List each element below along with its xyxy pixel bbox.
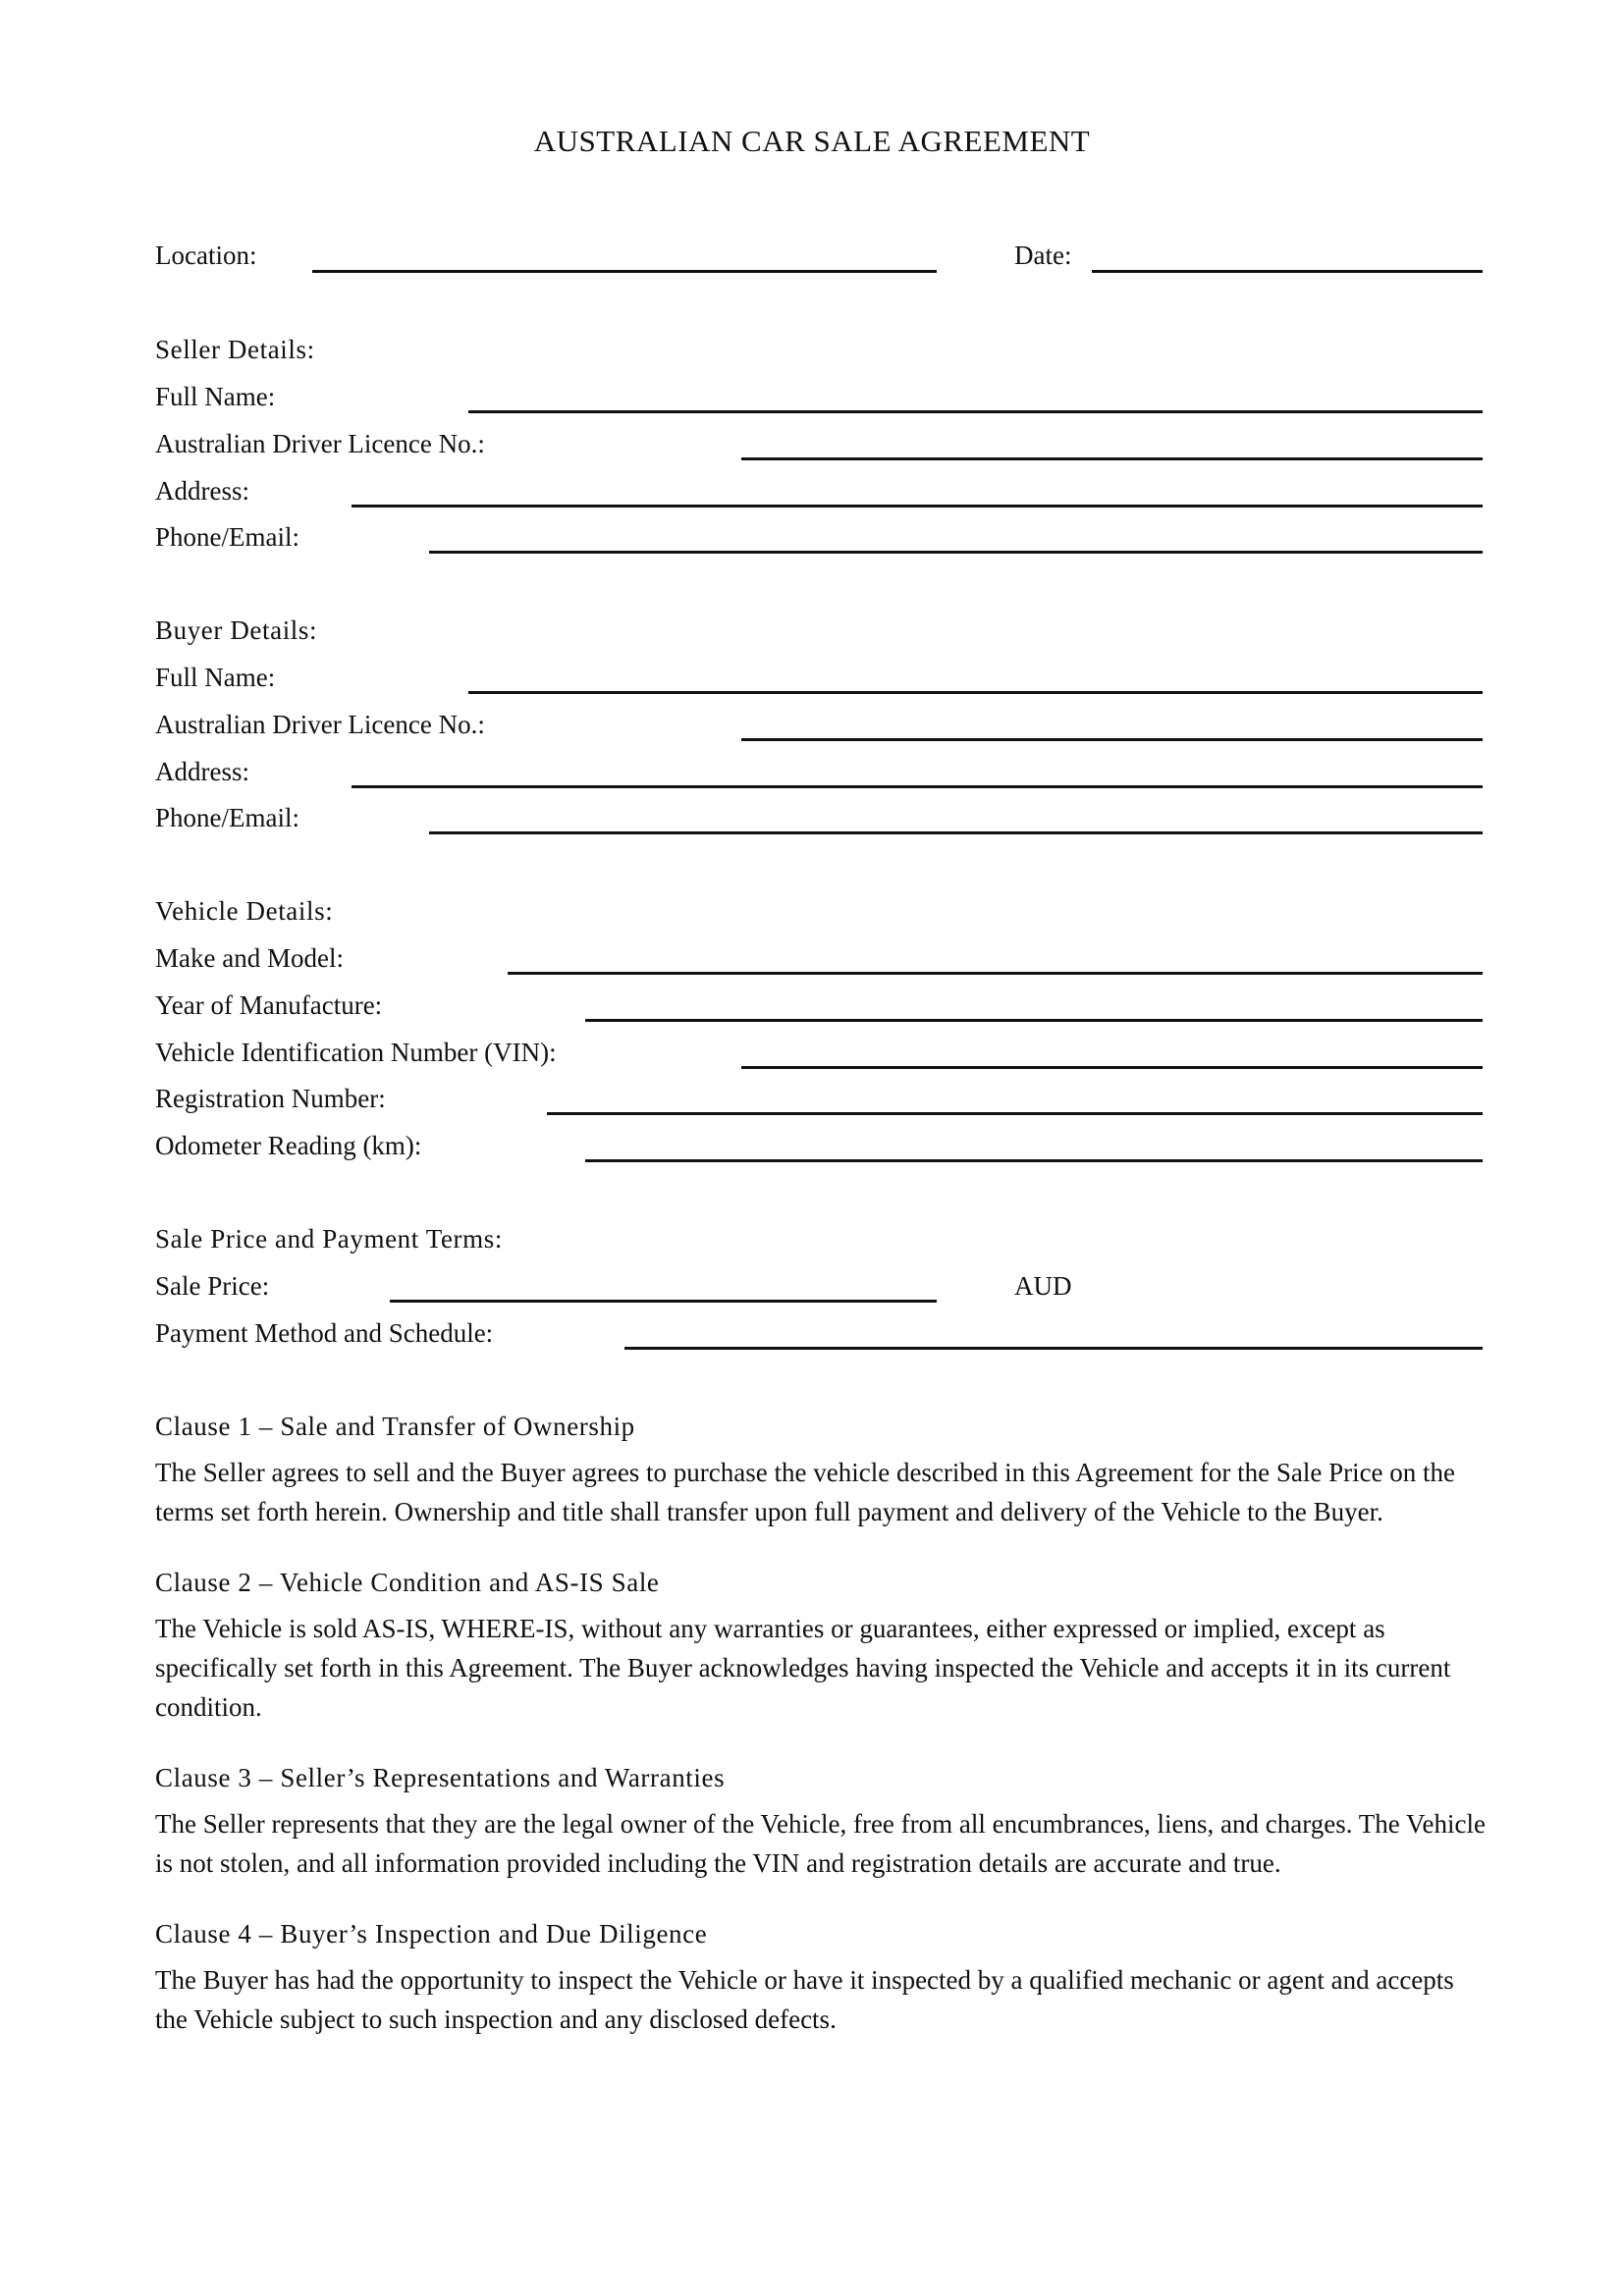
seller-full-name-field[interactable] — [468, 410, 1483, 413]
sale-price-field[interactable] — [390, 1300, 937, 1303]
seller-heading: Seller Details: — [155, 335, 315, 364]
year-label: Year of Manufacture: — [155, 990, 383, 1020]
vin-label: Vehicle Identification Number (VIN): — [155, 1038, 557, 1067]
clause-3-text: The Seller represents that they are the legal owner of the Vehicle, free from all encumbrances, liens, and charges. The Vehicle is not stolen, and all information provided including the VIN and registration details are accurate and true. — [155, 1809, 1486, 1878]
make-model-field[interactable] — [508, 972, 1483, 975]
document-title: AUSTRALIAN CAR SALE AGREEMENT — [533, 124, 1091, 158]
odometer-field[interactable] — [585, 1159, 1483, 1162]
seller-contact-field[interactable] — [429, 551, 1483, 554]
buyer-contact-field[interactable] — [429, 831, 1483, 834]
clause-2-title: Clause 2 – Vehicle Condition and AS-IS Sale — [155, 1568, 660, 1597]
seller-address-label: Address: — [155, 476, 249, 506]
year-field[interactable] — [585, 1019, 1483, 1022]
clause-2-text: The Vehicle is sold AS-IS, WHERE-IS, without any warranties or guarantees, either expressed or implied, except as specifically set forth in this Agreement. The Buyer acknowledges having inspected the Vehicle and accepts it in its current condition. — [155, 1614, 1451, 1722]
seller-contact-label: Phone/Email: — [155, 522, 299, 552]
make-model-label: Make and Model: — [155, 943, 344, 973]
buyer-licence-label: Australian Driver Licence No.: — [155, 710, 485, 739]
date-field[interactable] — [1092, 270, 1483, 273]
buyer-heading: Buyer Details: — [155, 615, 318, 645]
registration-field[interactable] — [547, 1112, 1483, 1115]
clause-1-text: The Seller agrees to sell and the Buyer agrees to purchase the vehicle described in this Agreement for the Sale Price on the terms set forth herein. Ownership and title shall transfer upon full payment and delivery of the Vehicle to the Buyer. — [155, 1458, 1456, 1526]
odometer-label: Odometer Reading (km): — [155, 1131, 422, 1160]
seller-licence-label: Australian Driver Licence No.: — [155, 429, 485, 458]
payment-label: Payment Method and Schedule: — [155, 1318, 494, 1348]
seller-address-field[interactable] — [352, 505, 1483, 507]
seller-licence-field[interactable] — [741, 457, 1483, 460]
registration-label: Registration Number: — [155, 1084, 386, 1113]
clause-4-title: Clause 4 – Buyer’s Inspection and Due Diligence — [155, 1919, 708, 1949]
sale-heading: Sale Price and Payment Terms: — [155, 1224, 503, 1254]
date-label: Date: — [1014, 240, 1072, 270]
buyer-contact-label: Phone/Email: — [155, 803, 299, 832]
clause-4-text: The Buyer has had the opportunity to inspect the Vehicle or have it inspected by a qualified mechanic or agent and accepts the Vehicle subject to such inspection and any disclosed defects. — [155, 1965, 1454, 2034]
vehicle-heading: Vehicle Details: — [155, 896, 334, 926]
buyer-full-name-label: Full Name: — [155, 663, 276, 692]
clause-1-title: Clause 1 – Sale and Transfer of Ownership — [155, 1412, 635, 1441]
seller-full-name-label: Full Name: — [155, 382, 276, 411]
buyer-licence-field[interactable] — [741, 738, 1483, 741]
buyer-address-field[interactable] — [352, 785, 1483, 788]
location-label: Location: — [155, 240, 257, 270]
currency-label: AUD — [1014, 1271, 1072, 1301]
payment-field[interactable] — [624, 1347, 1483, 1350]
clause-3-title: Clause 3 – Seller’s Representations and Warranties — [155, 1763, 726, 1792]
sale-price-label: Sale Price: — [155, 1271, 270, 1301]
buyer-full-name-field[interactable] — [468, 691, 1483, 694]
vin-field[interactable] — [741, 1066, 1483, 1069]
buyer-address-label: Address: — [155, 757, 249, 786]
location-field[interactable] — [312, 270, 937, 273]
